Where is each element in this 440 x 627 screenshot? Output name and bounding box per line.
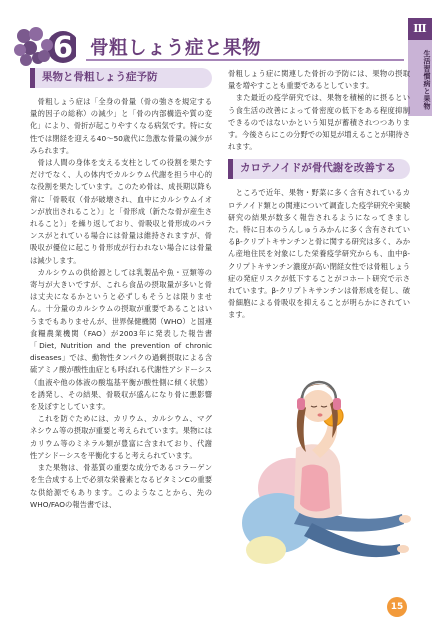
paragraph-text: カルシウムの供給源としては乳製品や魚・豆類等の寄与が大きいですが、これら食品の摂取量が多いと骨は丈夫になるかというと必ずしもそうとは限りません。十分量のカルシウムの摂取が重要であることはいうまでもありませんが、世界保健機関（WHO）と国連食糧農業機関（FAO）が2003年に発表した報告書「Diet, Nutrition and the prevention of chronic diseases」では、動物性タンパクの過剰摂取による含硫アミノ酸が酸性血症とも呼ばれる代謝性アシドーシス（血液や他の体液の酸塩基平衡が酸性側に傾く状態）を誘発し、その結果、骨吸収が盛んになり骨に悪影響を及ぼすとしています。 (30, 267, 212, 412)
side-tab (408, 18, 432, 116)
woman-eating-orange-illustration (232, 318, 412, 580)
paragraph (30, 157, 212, 267)
page-number-badge: 15 (387, 597, 407, 617)
heading-bar (30, 68, 35, 88)
chapter-title: 骨粗しょう症と果物 (90, 38, 262, 59)
left-column (30, 68, 212, 511)
paragraph (30, 413, 212, 462)
paragraph-text: 骨粗しょう症は「全身の骨量（骨の強さを規定する量的因子の総称）の減少」と「骨の内部構造や質の変化」により、骨折が起こりやすくなる病気です。特に女性では閉経を迎える40〜50歳代に急激な骨量の減少がみられます。 (30, 97, 212, 155)
section-heading-text: カロテノイドが骨代謝を改善する (240, 162, 396, 175)
paragraph-text: ところで近年、果物・野菜に多く含有されているカロテノイド類との関連について調査した疫学研究や実験研究の結果が数多く報告されるようになってきました。特に日本のうんしゅうみかんに多く含有されているβ-クリプトキサンチンと骨に関する研究は多く、みかん産地住民を対象にした栄養疫学研究からも、血中β-クリプトキサンチン濃度が高い閉経女性では骨粗しょう症の発症リスクが低下することがコホート研究で示されています。β-クリプトキサンチンは骨形成を促し、破骨細胞による骨吸収を抑えることが明らかにされています。 (228, 188, 410, 320)
paragraph-text: 骨粗しょう症に関連した骨折の予防には、果物の摂取量を増やすことも重要であるとしています。 (228, 69, 410, 91)
paragraph-text: また最近の疫学研究では、果物を積極的に摂るという食生活の改善によって骨密度の低下をある程度抑制できるのではないかという知見が蓄積されつつあります。今後さらにこの分野での知見が増えることが期待されます。 (228, 93, 410, 152)
side-tab-label: 生活習慣病と果物 (408, 40, 432, 116)
paragraph-text: また果物は、骨基質の重要な成分であるコラーゲンを生合成する上で必須な栄養素となるビタミンCの重要な供給源でもあります。このようなことから、先のWHO/FAOの報告書では、 (30, 463, 212, 509)
chapter-number: 6 (52, 30, 74, 64)
paragraph (228, 68, 410, 92)
paragraph (228, 92, 410, 153)
right-column (228, 68, 410, 322)
paragraph (228, 187, 410, 321)
paragraph (30, 96, 212, 157)
header-divider (86, 59, 404, 61)
section-heading-text: 果物と骨粗しょう症予防 (42, 71, 158, 83)
paragraph (30, 267, 212, 413)
face (302, 390, 334, 422)
paragraph-text: これを防ぐためには、カリウム、カルシウム、マグネシウム等の摂取が重要と考えられています。果物にはカリウム等のミネラル類が豊富に含まれており、代謝性アシドーシスを平衡化すると考えられています。 (30, 414, 212, 460)
section-heading-carotenoid (228, 159, 410, 179)
side-tab-number: Ⅲ (408, 18, 432, 40)
yellow-cushion (246, 536, 286, 564)
paragraph-text: 骨は人間の身体を支える支柱としての役割を果たすだけでなく、人の体内でカルシウム代謝を担う中心的な役割を果たしています。このため骨は、成長期以降も常に「骨吸収（骨が破壊され、血中にカルシウムイオンが放出されること）」と「骨形成（新たな骨が産生されること）」を繰り返しており、骨吸収と骨形成のバランスがとれている場合には骨量は維持されますが、骨吸収が優位に起こり骨形成が行われない場合には骨量は減少します。 (30, 158, 212, 265)
heading-bar (228, 159, 233, 179)
paragraph (30, 462, 212, 511)
section-heading-fruit-osteoporosis (30, 68, 212, 88)
